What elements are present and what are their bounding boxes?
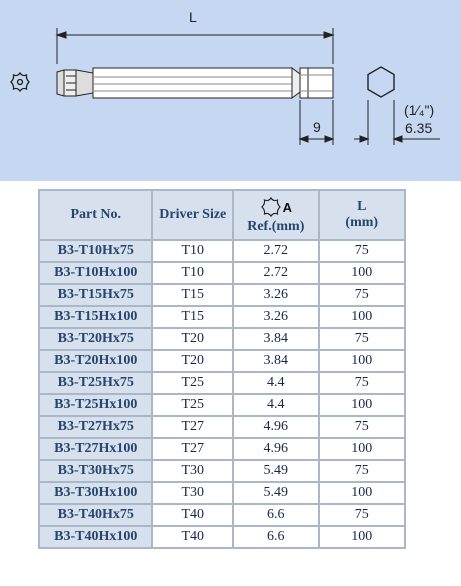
part-no-cell: B3-T27Hx100 (39, 438, 152, 460)
part-no-cell: B3-T15Hx100 (39, 306, 152, 328)
driver-size-cell: T10 (152, 262, 233, 284)
table-row (39, 262, 405, 284)
ref-cell: 4.4 (233, 394, 318, 416)
table-row (39, 504, 405, 526)
part-no-cell: B3-T30Hx100 (39, 482, 152, 504)
ref-cell: 5.49 (233, 460, 318, 482)
torx-star-icon (11, 73, 29, 91)
length-cell: 100 (319, 526, 405, 548)
part-no-cell: B3-T30Hx75 (39, 460, 152, 482)
length-cell: 75 (319, 504, 405, 526)
driver-size-cell: T20 (152, 328, 233, 350)
part-no-cell: B3-T10Hx75 (39, 240, 152, 262)
part-no-cell: B3-T25Hx100 (39, 394, 152, 416)
shank-size-label: 6.35 (405, 120, 433, 136)
ref-cell: 4.96 (233, 416, 318, 438)
hexagon-icon (368, 67, 394, 97)
part-no-cell: B3-T40Hx75 (39, 504, 152, 526)
header-row (39, 190, 405, 240)
driver-size-cell: T10 (152, 240, 233, 262)
driver-size-cell: T25 (152, 372, 233, 394)
table-row (39, 372, 405, 394)
driver-size-cell: T30 (152, 460, 233, 482)
table-row (39, 306, 405, 328)
header-l (319, 190, 405, 240)
ref-unit: Ref.(mm) (247, 219, 305, 234)
table-row (39, 460, 405, 482)
ref-cell: 3.26 (233, 306, 318, 328)
part-no-cell: B3-T10Hx100 (39, 262, 152, 284)
ref-cell: 6.6 (233, 504, 318, 526)
ref-cell: 5.49 (233, 482, 318, 504)
hex-width-label: 9 (313, 119, 321, 135)
ref-letter: A (282, 199, 292, 215)
part-no-cell: B3-T40Hx100 (39, 526, 152, 548)
driver-size-cell: T30 (152, 482, 233, 504)
ref-cell: 4.96 (233, 438, 318, 460)
header-ref (233, 190, 318, 240)
driver-size-cell: T40 (152, 504, 233, 526)
table-row (39, 482, 405, 504)
driver-size-cell: T15 (152, 284, 233, 306)
length-cell: 75 (319, 460, 405, 482)
bit-dimension-diagram (0, 0, 461, 181)
part-no-cell: B3-T20Hx100 (39, 350, 152, 372)
spec-table (38, 189, 406, 549)
shank-fraction-label: (1⁄₄") (404, 102, 435, 118)
length-cell: 75 (319, 284, 405, 306)
driver-size-cell: T27 (152, 438, 233, 460)
table-row (39, 350, 405, 372)
length-cell: 75 (319, 328, 405, 350)
ref-cell: 3.84 (233, 328, 318, 350)
header-driver-size: Driver Size (152, 190, 233, 240)
ref-cell: 4.4 (233, 372, 318, 394)
bit-side-view (57, 68, 333, 98)
driver-size-cell: T20 (152, 350, 233, 372)
length-cell: 100 (319, 262, 405, 284)
table-row (39, 240, 405, 262)
length-cell: 75 (319, 372, 405, 394)
torx-star-icon (260, 196, 282, 218)
table-row (39, 394, 405, 416)
l-unit: (mm) (345, 215, 379, 230)
ref-cell: 6.6 (233, 526, 318, 548)
length-cell: 75 (319, 416, 405, 438)
length-cell: 100 (319, 394, 405, 416)
driver-size-cell: T25 (152, 394, 233, 416)
part-no-cell: B3-T15Hx75 (39, 284, 152, 306)
table-row (39, 284, 405, 306)
table-row (39, 438, 405, 460)
part-no-cell: B3-T27Hx75 (39, 416, 152, 438)
length-cell: 100 (319, 482, 405, 504)
driver-size-cell: T40 (152, 526, 233, 548)
length-dimension (57, 28, 333, 64)
driver-size-cell: T15 (152, 306, 233, 328)
length-cell: 75 (319, 240, 405, 262)
l-letter: L (357, 199, 367, 214)
bit-drawing (0, 0, 461, 181)
driver-size-cell: T27 (152, 416, 233, 438)
length-cell: 100 (319, 306, 405, 328)
length-label: L (189, 9, 197, 25)
table-body (39, 240, 405, 548)
part-no-cell: B3-T20Hx75 (39, 328, 152, 350)
ref-cell: 3.84 (233, 350, 318, 372)
length-cell: 100 (319, 350, 405, 372)
table-row (39, 416, 405, 438)
ref-cell: 2.72 (233, 240, 318, 262)
part-no-cell: B3-T25Hx75 (39, 372, 152, 394)
table-row (39, 526, 405, 548)
ref-cell: 3.26 (233, 284, 318, 306)
ref-cell: 2.72 (233, 262, 318, 284)
length-cell: 100 (319, 438, 405, 460)
header-part-no: Part No. (39, 190, 152, 240)
table-row (39, 328, 405, 350)
